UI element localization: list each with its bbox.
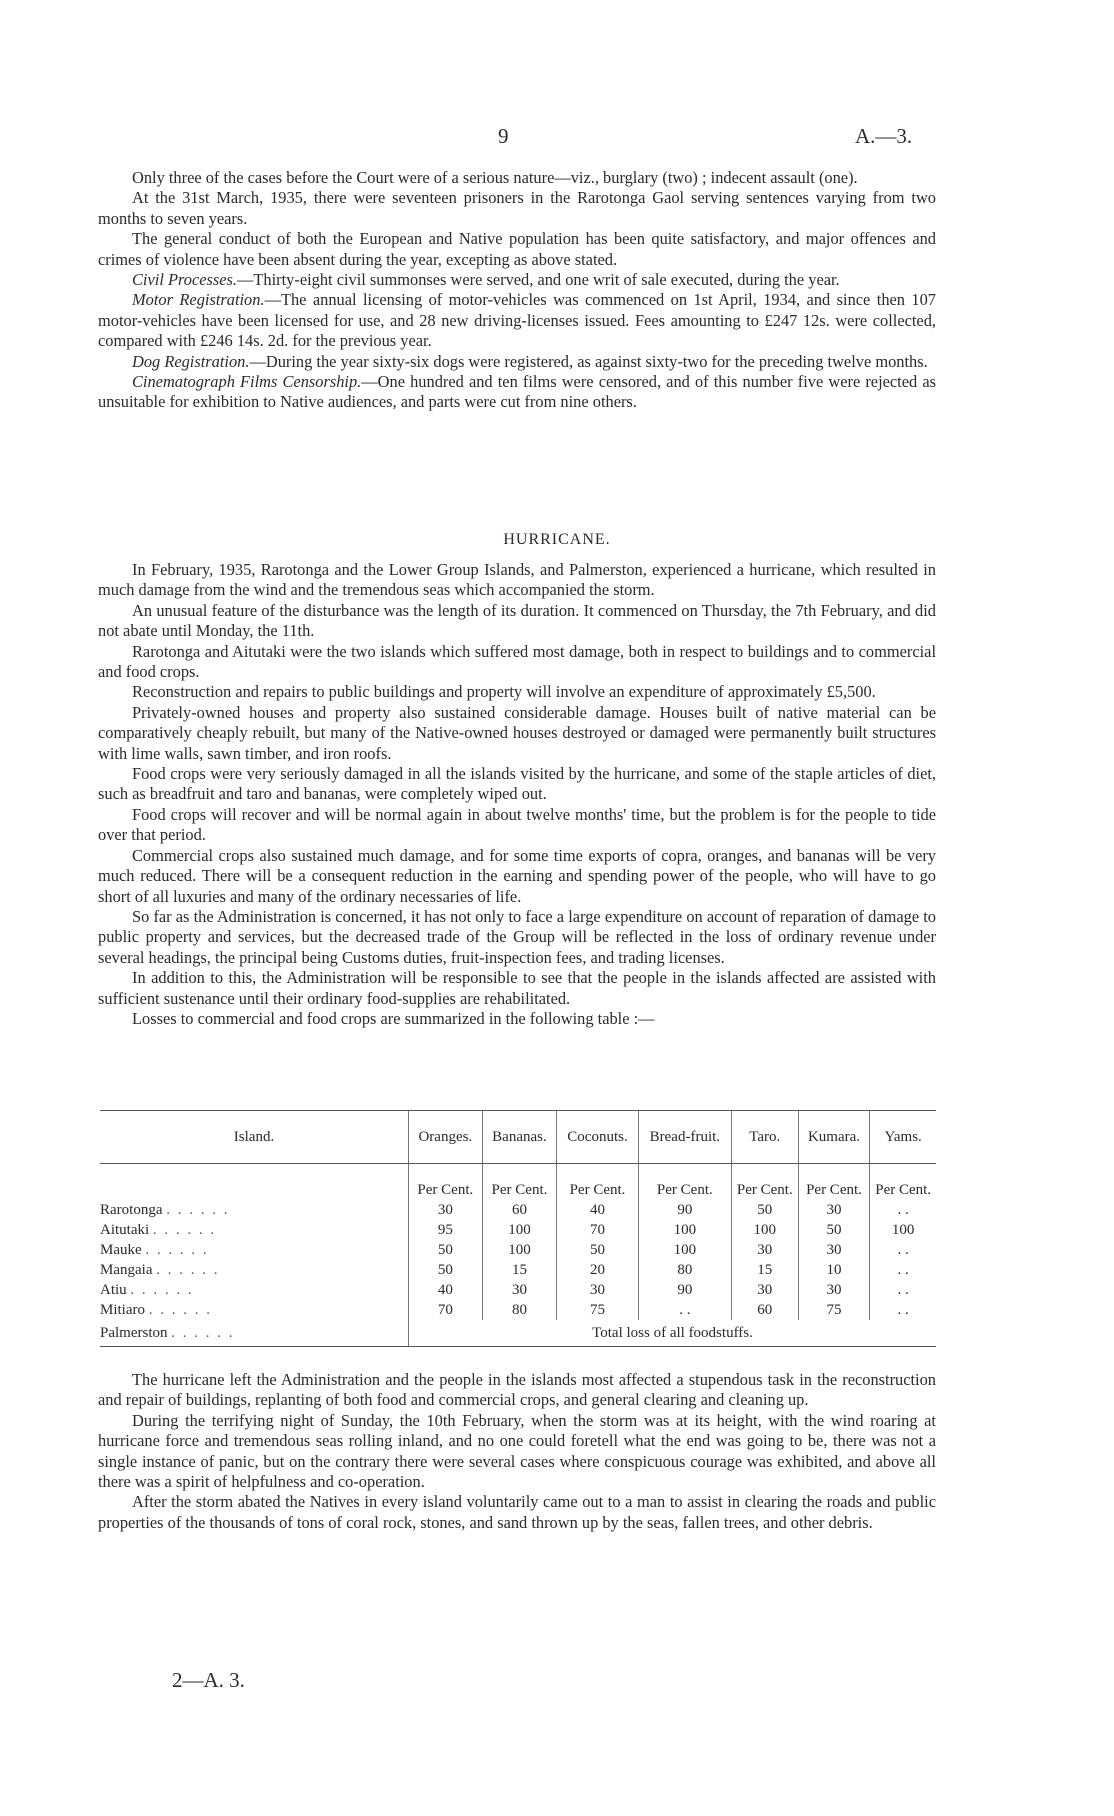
section-text: —During the year sixty-six dogs were registered, as against sixty-two for the preceding twelve months.	[249, 351, 928, 371]
unit-label: Per Cent.	[731, 1164, 798, 1201]
civil-processes-paragraph	[98, 270, 936, 290]
table-row	[100, 1220, 936, 1240]
table-cell: . .	[638, 1300, 731, 1320]
table-cell: 75	[557, 1300, 638, 1320]
paragraph: Only three of the cases before the Court were of a serious nature—viz., burglary (two) ; indecent assault (one).	[132, 168, 858, 187]
paragraph: During the terrifying night of Sunday, the 10th February, when the storm was at its height, with the wind roaring at hurricane force and tremendous seas rolling inland, and no one could foretell what the end was going to be, there was not a single instance of panic, but on the contrary there were several cases where conspicuous courage was exhibited, and above all there was a spirit of helpfulness and co-operation.	[98, 1410, 936, 1492]
table-cell: 95	[409, 1220, 483, 1240]
paragraph: In addition to this, the Administration will be responsible to see that the people in the islands affected are assisted with sufficient sustenance until their ordinary food-supplies are rehabilitated.	[98, 968, 936, 1008]
paragraph: Losses to commercial and food crops are summarized in the following table :—	[132, 1008, 655, 1028]
unit-label: Per Cent.	[638, 1164, 731, 1201]
island-name: Mangaia	[100, 1262, 153, 1278]
table-cell: . .	[870, 1240, 936, 1260]
table-cell: 20	[557, 1260, 638, 1280]
table-row	[100, 1200, 936, 1220]
island-name: Palmerston	[100, 1325, 168, 1341]
island-name: Mitiaro	[100, 1302, 145, 1318]
table-row	[100, 1240, 936, 1260]
table-cell: 60	[482, 1200, 557, 1220]
leader-dots: . . . . . .	[130, 1282, 194, 1298]
table-cell: 90	[638, 1280, 731, 1300]
column-header-oranges: Oranges.	[409, 1111, 483, 1164]
table-cell: 75	[798, 1300, 870, 1320]
leader-dots: . . . . . .	[171, 1325, 235, 1341]
paragraph: So far as the Administration is concerned, it has not only to face a large expenditure on account of reparation of damage to public property and services, but the decreased trade of the Group will be reflected in the loss of ordinary revenue under several headings, the principal being Customs duties, fruit-inspection fees, and trading licenses.	[98, 906, 936, 967]
column-header-breadfruit: Bread-fruit.	[638, 1111, 731, 1164]
table-row	[100, 1260, 936, 1280]
leader-dots: . . . . . .	[148, 1302, 212, 1318]
paragraph: Privately-owned houses and property also sustained considerable damage. Houses built of native material can be comparatively cheaply rebuilt, but many of the Native-owned houses destroyed or damaged were permanently built structures with lime walls, sawn timber, and iron roofs.	[98, 702, 936, 763]
table-cell: 70	[409, 1300, 483, 1320]
hurricane-heading: HURRICANE.	[503, 531, 611, 548]
total-loss-note: Total loss of all foodstuffs.	[409, 1320, 937, 1347]
motor-registration-paragraph	[98, 290, 936, 351]
section-text: —Thirty-eight civil summonses were served, and one writ of sale executed, during the year.	[237, 270, 840, 290]
table-cell: 30	[798, 1240, 870, 1260]
paragraph: In February, 1935, Rarotonga and the Lower Group Islands, and Palmerston, experienced a hurricane, which resulted in much damage from the wind and the tremendous seas which accompanied the storm.	[98, 560, 936, 600]
column-header-taro: Taro.	[731, 1111, 798, 1164]
section-text: —One hundred and ten films were censored, and of this number five were rejected as unsuitable for exhibition to Native audiences, and parts were cut from nine others.	[98, 372, 936, 412]
unit-label: Per Cent.	[409, 1164, 483, 1201]
table-row-palmerston	[100, 1320, 936, 1347]
column-header-bananas: Bananas.	[482, 1111, 557, 1164]
crop-losses-table	[100, 1110, 936, 1347]
column-header-island: Island.	[100, 1111, 409, 1164]
table-cell: 100	[638, 1220, 731, 1240]
section-title: Cinematograph Films Censorship.	[132, 372, 362, 392]
table-cell: 100	[638, 1240, 731, 1260]
table-cell: 50	[557, 1240, 638, 1260]
paragraph: An unusual feature of the disturbance was the length of its duration. It commenced on Thursday, the 7th February, and did not abate until Monday, the 11th.	[98, 600, 936, 641]
paragraph: The hurricane left the Administration and the people in the islands most affected a stupendous task in the reconstruction and repair of buildings, replanting of both food and commercial crops, and general clearing and cleaning up.	[98, 1370, 936, 1410]
table-cell: 40	[409, 1280, 483, 1300]
table-cell: 30	[482, 1280, 557, 1300]
leader-dots: . . . . . .	[152, 1222, 217, 1238]
column-header-yams: Yams.	[870, 1111, 936, 1164]
table-cell: 80	[638, 1260, 731, 1280]
column-header-kumara: Kumara.	[798, 1111, 870, 1164]
table-cell: . .	[870, 1280, 936, 1300]
sheet-reference: 2—A. 3.	[172, 1668, 245, 1692]
table-cell: 50	[731, 1200, 798, 1220]
island-name: Mauke	[100, 1242, 142, 1258]
section-title: Motor Registration.	[132, 290, 265, 310]
table-cell: . .	[870, 1300, 936, 1320]
paragraph: After the storm abated the Natives in every island voluntarily came out to a man to assist in clearing the roads and public properties of the thousands of tons of coral rock, stones, and sand thrown up by the seas, fallen trees, and other debris.	[98, 1492, 936, 1532]
island-name: Aitutaki	[100, 1222, 150, 1238]
column-header-coconuts: Coconuts.	[557, 1111, 638, 1164]
unit-row	[100, 1164, 936, 1201]
section-title: Dog Registration.	[132, 351, 250, 371]
table-cell: 60	[731, 1300, 798, 1320]
unit-label: Per Cent.	[557, 1164, 638, 1201]
table-cell: 30	[798, 1280, 870, 1300]
paragraph: Commercial crops also sustained much damage, and for some time exports of copra, oranges, and bananas will be very much reduced. There will be a consequent reduction in the earning and spending power of the people, who will have to go short of all luxuries and many of the ordinary necessaries of life.	[98, 845, 936, 906]
paragraph: Food crops were very seriously damaged in all the islands visited by the hurricane, and some of the staple articles of diet, such as breadfruit and taro and bananas, were completely wiped out.	[98, 764, 936, 804]
dog-registration-paragraph	[98, 352, 936, 372]
page-number: 9	[498, 124, 509, 148]
table-cell: . .	[870, 1200, 936, 1220]
table-cell: 30	[731, 1240, 798, 1260]
paragraph: The general conduct of both the European and Native population has been quite satisfactory, and major offences and crimes of violence have been absent during the year, excepting as above stated.	[98, 229, 936, 269]
paragraph: At the 31st March, 1935, there were seventeen prisoners in the Rarotonga Gaol serving sentences varying from two months to seven years.	[98, 188, 936, 228]
film-censorship-paragraph	[98, 372, 936, 413]
court-paragraphs	[98, 168, 936, 413]
table-header-row	[100, 1111, 936, 1164]
table-cell: 30	[557, 1280, 638, 1300]
table-cell: 15	[731, 1260, 798, 1280]
unit-label: Per Cent.	[798, 1164, 870, 1201]
unit-label: Per Cent.	[482, 1164, 557, 1201]
table-cell: . .	[870, 1260, 936, 1280]
table-cell: 30	[798, 1200, 870, 1220]
table-cell: 70	[557, 1220, 638, 1240]
report-reference: A.—3.	[855, 124, 913, 148]
table-cell: 100	[731, 1220, 798, 1240]
table-cell: 30	[731, 1280, 798, 1300]
paragraph: Reconstruction and repairs to public buildings and property will involve an expenditure of approximately £5,500.	[132, 682, 876, 702]
table-cell: 100	[482, 1220, 557, 1240]
table-cell: 90	[638, 1200, 731, 1220]
paragraph: Rarotonga and Aitutaki were the two islands which suffered most damage, both in respect to buildings and to commercial and food crops.	[98, 641, 936, 682]
leader-dots: . . . . . .	[166, 1202, 230, 1218]
island-name: Rarotonga	[100, 1202, 163, 1218]
paragraph: Food crops will recover and will be normal again in about twelve months' time, but the problem is for the people to tide over that period.	[98, 804, 936, 845]
leader-dots: . . . . . .	[145, 1242, 209, 1258]
table-cell: 100	[870, 1220, 936, 1240]
table-row	[100, 1300, 936, 1320]
hurricane-paragraphs	[98, 560, 936, 1029]
table-row	[100, 1280, 936, 1300]
unit-label: Per Cent.	[870, 1164, 936, 1201]
table-cell: 80	[482, 1300, 557, 1320]
table-cell: 100	[482, 1240, 557, 1260]
table-cell: 50	[409, 1240, 483, 1260]
table-cell: 40	[557, 1200, 638, 1220]
table-cell: 10	[798, 1260, 870, 1280]
leader-dots: . . . . . .	[156, 1262, 220, 1278]
table-cell: 30	[409, 1200, 483, 1220]
closing-paragraphs	[98, 1370, 936, 1533]
table-cell: 50	[409, 1260, 483, 1280]
section-title: Civil Processes.	[132, 270, 238, 290]
section-text: —The annual licensing of motor-vehicles was commenced on 1st April, 1934, and since then 107 motor-vehicles have been licensed for use, and 28 new driving-licenses issued. Fees amounting to £247 12s. were collected, compared with £246 14s. 2d. for the previous year.	[98, 290, 936, 351]
table-cell: 50	[798, 1220, 870, 1240]
table-cell: 15	[482, 1260, 557, 1280]
island-name: Atiu	[100, 1282, 127, 1298]
